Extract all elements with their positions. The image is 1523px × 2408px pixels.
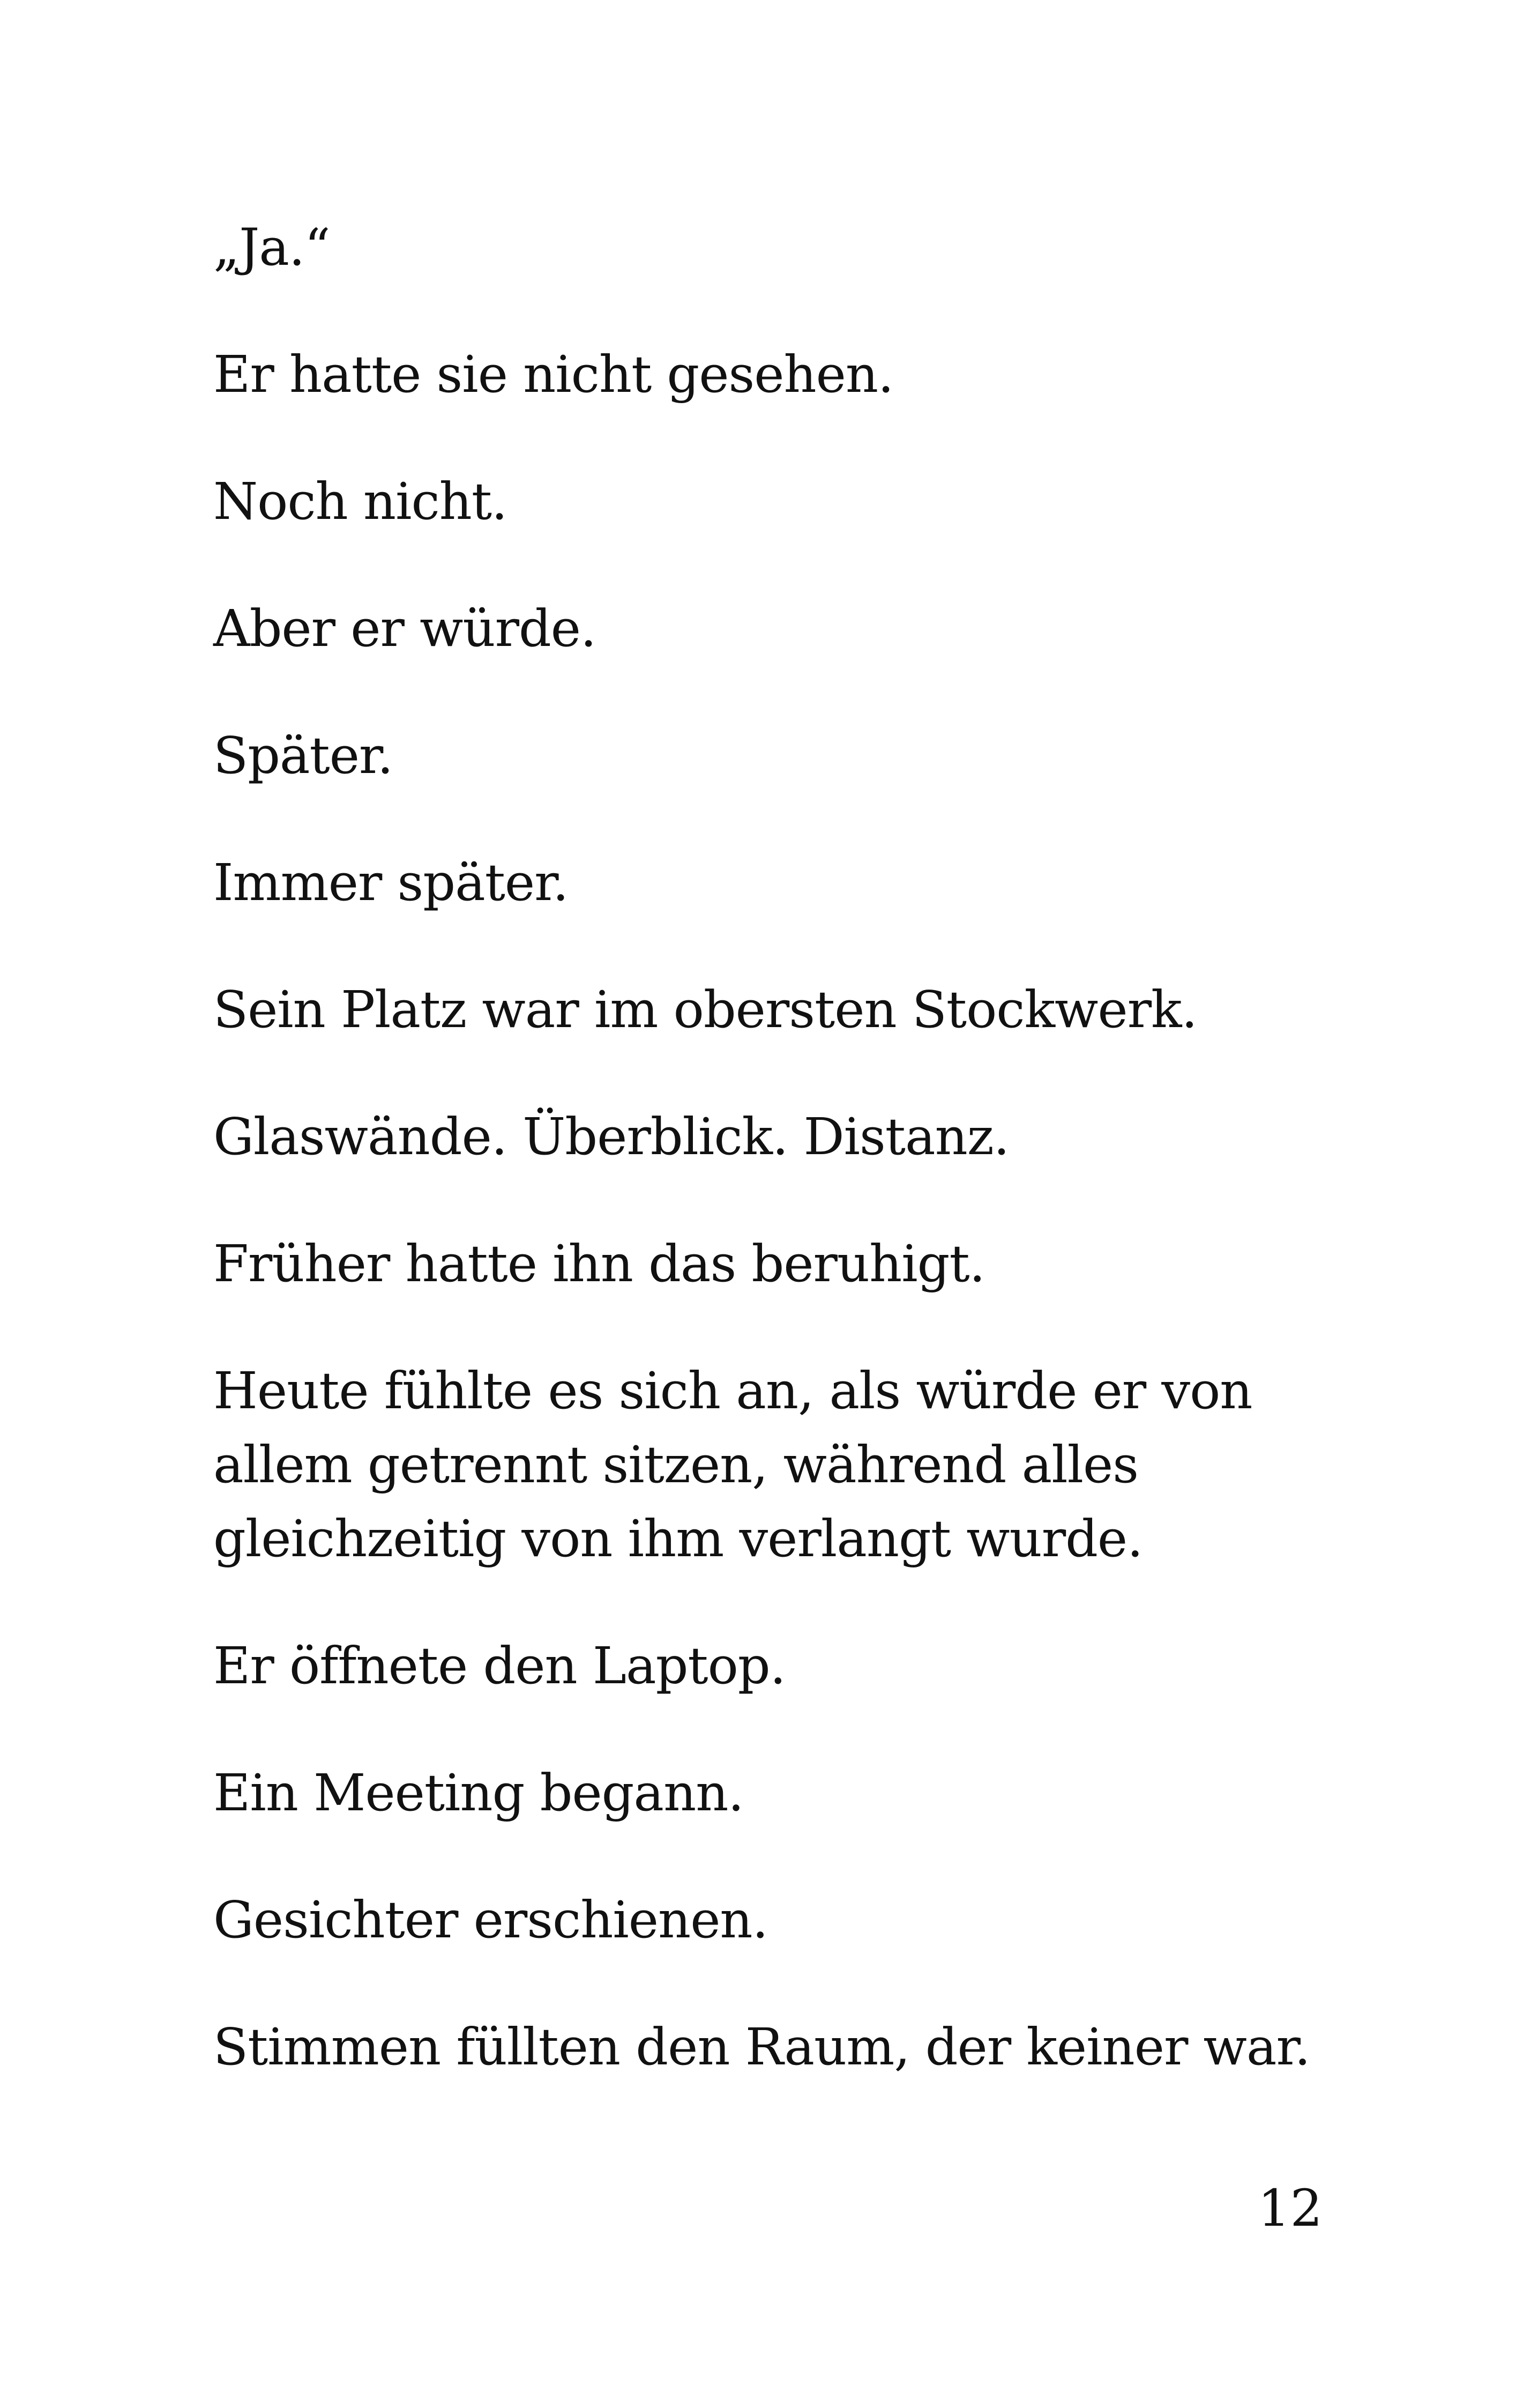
paragraph: Später. — [213, 726, 393, 785]
paragraph: Gesichter erschienen. — [213, 1891, 768, 1950]
paragraph: Heute fühlte es sich an, als würde er von allem getrennt sitzen, während alles gleichzeitig von ihm verlangt wurde. — [213, 1362, 1252, 1569]
paragraph: Aber er würde. — [213, 599, 596, 658]
paragraph: Sein Platz war im obersten Stockwerk. — [213, 980, 1197, 1039]
paragraph: Immer später. — [213, 853, 569, 912]
paragraph: Noch nicht. — [213, 472, 507, 531]
paragraph: Stimmen füllten den Raum, der keiner war. — [213, 2018, 1310, 2077]
paragraph: „Ja.“ — [213, 218, 330, 277]
paragraph: Ein Meeting begann. — [213, 1764, 744, 1823]
paragraph: Er öffnete den Laptop. — [213, 1637, 786, 1696]
paragraph: Glaswände. Überblick. Distanz. — [213, 1108, 1010, 1166]
page-number: 12 — [1258, 2179, 1323, 2238]
paragraph: Er hatte sie nicht gesehen. — [213, 345, 894, 404]
body-text — [213, 211, 1328, 2137]
paragraph: Früher hatte ihn das beruhigt. — [213, 1235, 985, 1294]
